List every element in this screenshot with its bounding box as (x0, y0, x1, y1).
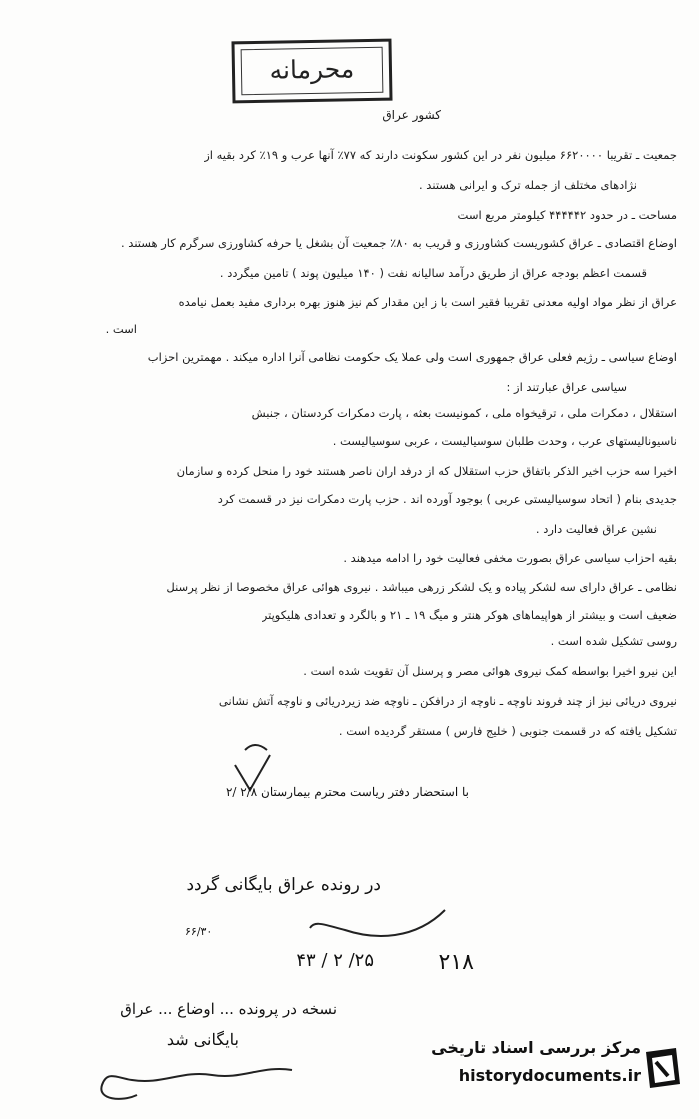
document-line: اوضاع سیاسی ـ رژیم فعلی عراق جمهوری است ولی عملا یک حکومت نظامی آنرا اداره میکند . مهمترین احزاب (147, 350, 677, 364)
reference-code: ۶۶/۳۰ (185, 925, 213, 938)
document-line: نیروی دریائی نیز از چند فروند ناوچه ـ ناوچه از درافکن ـ ناوچه ضد زیردریائی و ناوچه آتش نشانی (218, 694, 677, 708)
document-line: عراق از نظر مواد اولیه معدنی تقریبا فقیر است با ز این مقدار کم نیز هنوز بهره برداری مفید بعمل نیامده (178, 295, 677, 309)
document-line: ضعیف است و بیشتر از هواپیماهای هوکر هنتر و میگ ۱۹ ـ ۲۱ و بالگرد و تعدادی هلیکوپتر (261, 608, 677, 622)
document-line: اوضاع اقتصادی ـ عراق کشوریست کشاورزی و قریب به ۸۰٪ جمعیت آن بشغل یا حرفه کشاورزی سرگرم کار هستند . (120, 236, 677, 250)
document-line: جمعیت ـ تقریبا ۶۶۲۰۰۰۰ میلیون نفر در این کشور سکونت دارند که ۷۷٪ آنها عرب و ۱۹٪ کرد بقیه از (204, 148, 677, 162)
document-line: تشکیل یافته که در قسمت جنوبی ( خلیج فارس ) مستقر گردیده است . (338, 724, 677, 738)
document-line: روسی تشکیل شده است . (550, 634, 677, 648)
handwritten-note-2: نسخه در پرونده ... اوضاع ... عراق (120, 1000, 337, 1018)
document-line: مساحت ـ در حدود ۴۴۴۴۴۲ کیلومتر مربع است (457, 208, 677, 222)
document-line: ناسیونالیستهای عرب ، وحدت طلبان سوسیالیست ، عربی سوسیالیست . (332, 434, 677, 448)
archive-logo-icon (638, 1042, 688, 1092)
document-title: کشور عراق (382, 108, 441, 122)
signature-stroke-1 (305, 900, 455, 950)
signature-stroke-2 (92, 1040, 302, 1110)
handwritten-note-1: در رونده عراق بایگانی گردد (186, 875, 381, 895)
stamp-text: محرمانه (269, 54, 355, 85)
document-line: جدیدی بنام ( اتحاد سوسیالیستی عربی ) بوجود آورده اند . حزب پارت دمکرات نیز در قسمت کرد (217, 492, 677, 506)
handwritten-number: ۲۱۸ (438, 950, 474, 975)
document-line: نشین عراق فعالیت دارد . (535, 522, 657, 536)
document-line: است . (105, 322, 137, 336)
document-line: نظامی ـ عراق دارای سه لشکر پیاده و یک لشکر زرهی میباشد . نیروی هوائی عراق مخصوصا از نظر پرسنل (166, 580, 677, 594)
handwritten-date: ۲۵/ ۲ / ۴۳ (296, 950, 374, 971)
document-line: بقیه احزاب سیاسی عراق بصورت مخفی فعالیت خود را ادامه میدهند . (343, 551, 677, 565)
margin-note: با استحضار دفتر ریاست محترم بیمارستان ۲/۸ /۲ (225, 785, 469, 799)
document-line: نژادهای مختلف از جمله ترک و ایرانی هستند . (419, 178, 637, 192)
document-line: استقلال ، دمکرات ملی ، ترقیخواه ملی ، کمونیست بعثه ، پارت دمکرات کردستان ، جنبش (251, 406, 677, 420)
watermark-text: مرکز بررسی اسناد تاریخی (431, 1038, 641, 1057)
document-line: اخیرا سه حزب اخیر الذکر باتفاق حزب استقلال که از درفد اران ناصر هستند خود را منحل کرده و سازمان (176, 464, 677, 478)
confidential-stamp (231, 39, 392, 104)
watermark-url: historydocuments.ir (458, 1066, 641, 1085)
document-line: سیاسی عراق عبارتند از : (506, 380, 627, 394)
signature-text: بایگانی شد (166, 1030, 239, 1049)
document-line: این نیرو اخیرا بواسطه کمک نیروی هوائی مصر و پرسنل آن تقویت شده است . (303, 664, 677, 678)
document-line: قسمت اعظم بودجه عراق از طریق درآمد سالیانه نفت ( ۱۴۰ میلیون پوند ) تامین میگردد . (219, 266, 647, 280)
